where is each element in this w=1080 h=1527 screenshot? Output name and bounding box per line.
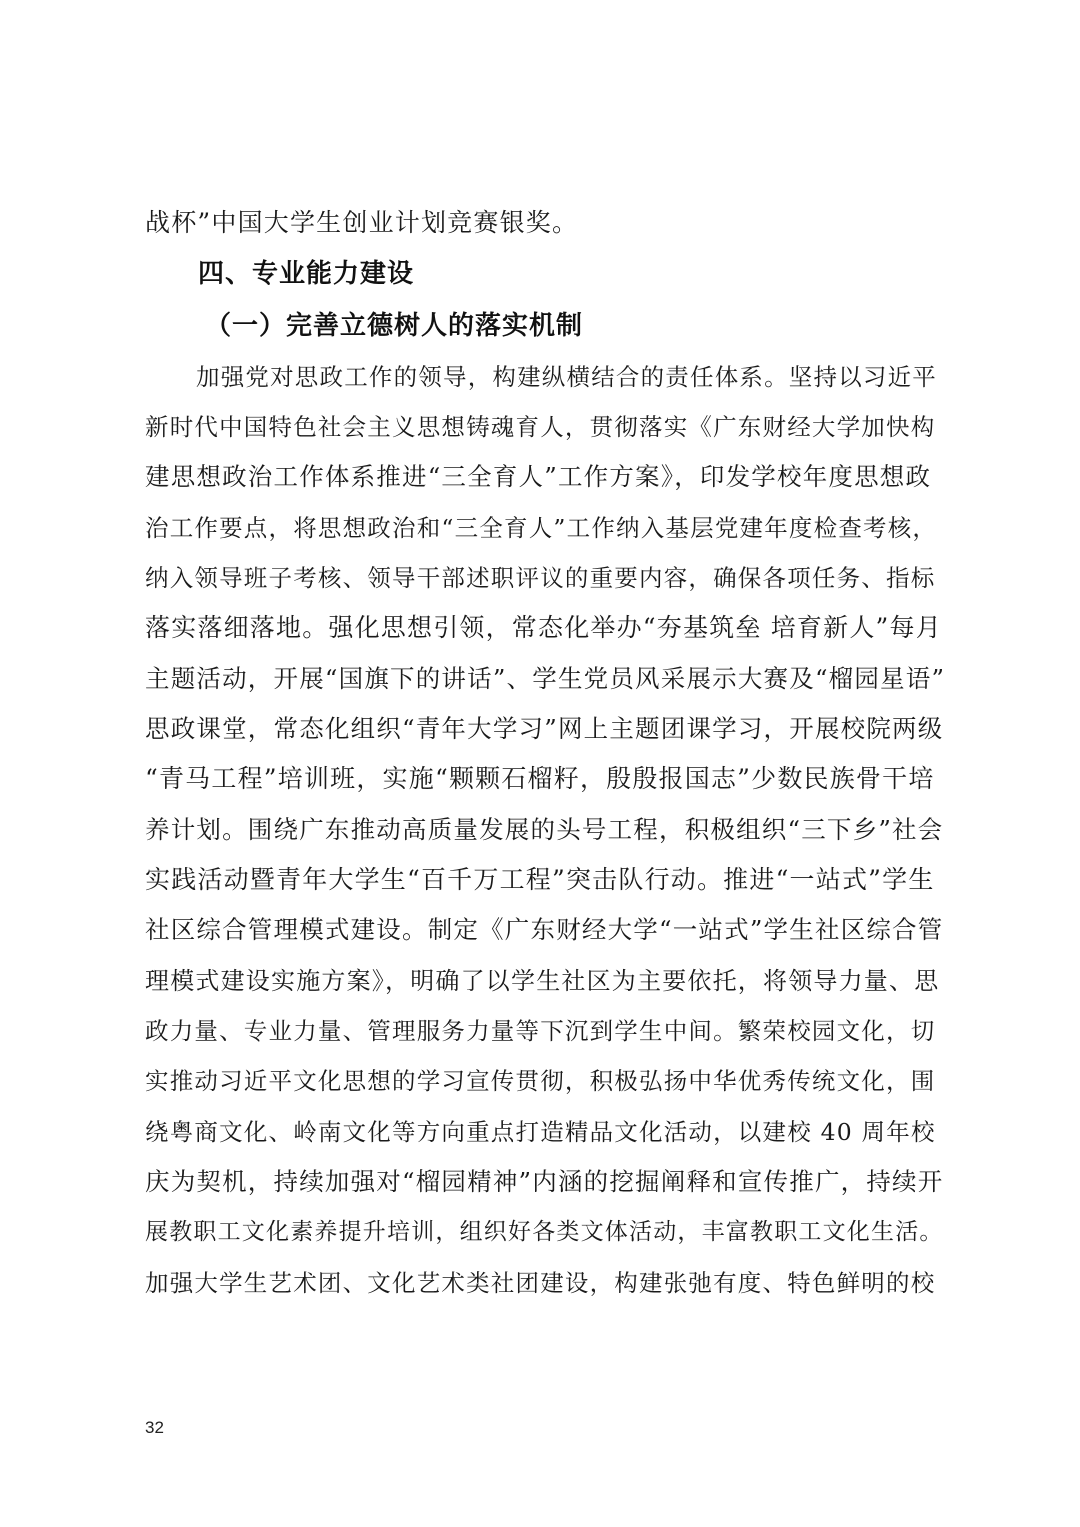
paragraph-line: 社区综合管理模式建设。制定《广东财经大学“一站式”学生社区综合管 bbox=[145, 915, 944, 944]
paragraph-line: 绕粤商文化、岭南文化等方向重点打造精品文化活动，以建校 40 周年校 bbox=[145, 1118, 936, 1146]
paragraph-line: 加强党对思政工作的领导，构建纵横结合的责任体系。坚持以习近平 bbox=[196, 363, 937, 391]
paragraph-line: 加强大学生艺术团、文化艺术类社团建设，构建张弛有度、特色鲜明的校 bbox=[145, 1269, 936, 1297]
paragraph-line: 庆为契机，持续加强对“榴园精神”内涵的挖掘阐释和宣传推广，持续开 bbox=[145, 1167, 944, 1196]
subsection-heading: （一）完善立德树人的落实机制 bbox=[205, 311, 584, 341]
paragraph-line: 纳入领导班子考核、领导干部述职评议的重要内容，确保各项任务、指标 bbox=[145, 564, 936, 592]
paragraph-line: 养计划。围绕广东推动高质量发展的头号工程，积极组织“三下乡”社会 bbox=[145, 815, 944, 844]
paragraph-line: 治工作要点，将思想政治和“三全育人”工作纳入基层党建年度检查考核， bbox=[145, 514, 938, 542]
paragraph-line: 理模式建设实施方案》，明确了以学生社区为主要依托，将领导力量、思 bbox=[145, 967, 940, 995]
paragraph-line: 建思想政治工作体系推进“三全育人”工作方案》，印发学校年度思想政 bbox=[145, 462, 932, 491]
paragraph-line: “青马工程”培训班，实施“颗颗石榴籽，殷殷报国志”少数民族骨干培 bbox=[145, 764, 935, 793]
paragraph-line: 实践活动暨青年大学生“百千万工程”突击队行动。推进“一站式”学生 bbox=[145, 865, 935, 894]
paragraph-line: 落实落细落地。强化思想引领，常态化举办“夯基筑垒 培育新人”每月 bbox=[145, 613, 942, 642]
paragraph-line: 思政课堂，常态化组织“青年大学习”网上主题团课学习，开展校院两级 bbox=[145, 714, 944, 743]
paragraph-line: 主题活动，开展“国旗下的讲话”、学生党员风采展示大赛及“榴园星语” bbox=[145, 664, 946, 693]
paragraph-line: 新时代中国特色社会主义思想铸魂育人，贯彻落实《广东财经大学加快构 bbox=[145, 413, 936, 441]
paragraph-line: 展教职工文化素养提升培训，组织好各类文体活动，丰富教职工文化生活。 bbox=[145, 1219, 944, 1245]
page-number: 32 bbox=[145, 1418, 164, 1437]
continuation-line: 战杯”中国大学生创业计划竞赛银奖。 bbox=[145, 208, 579, 237]
section-heading: 四、专业能力建设 bbox=[198, 259, 415, 289]
paragraph-line: 实推动习近平文化思想的学习宣传贯彻，积极弘扬中华优秀传统文化，围 bbox=[145, 1067, 936, 1095]
paragraph-line: 政力量、专业力量、管理服务力量等下沉到学生中间。繁荣校园文化，切 bbox=[145, 1017, 936, 1045]
